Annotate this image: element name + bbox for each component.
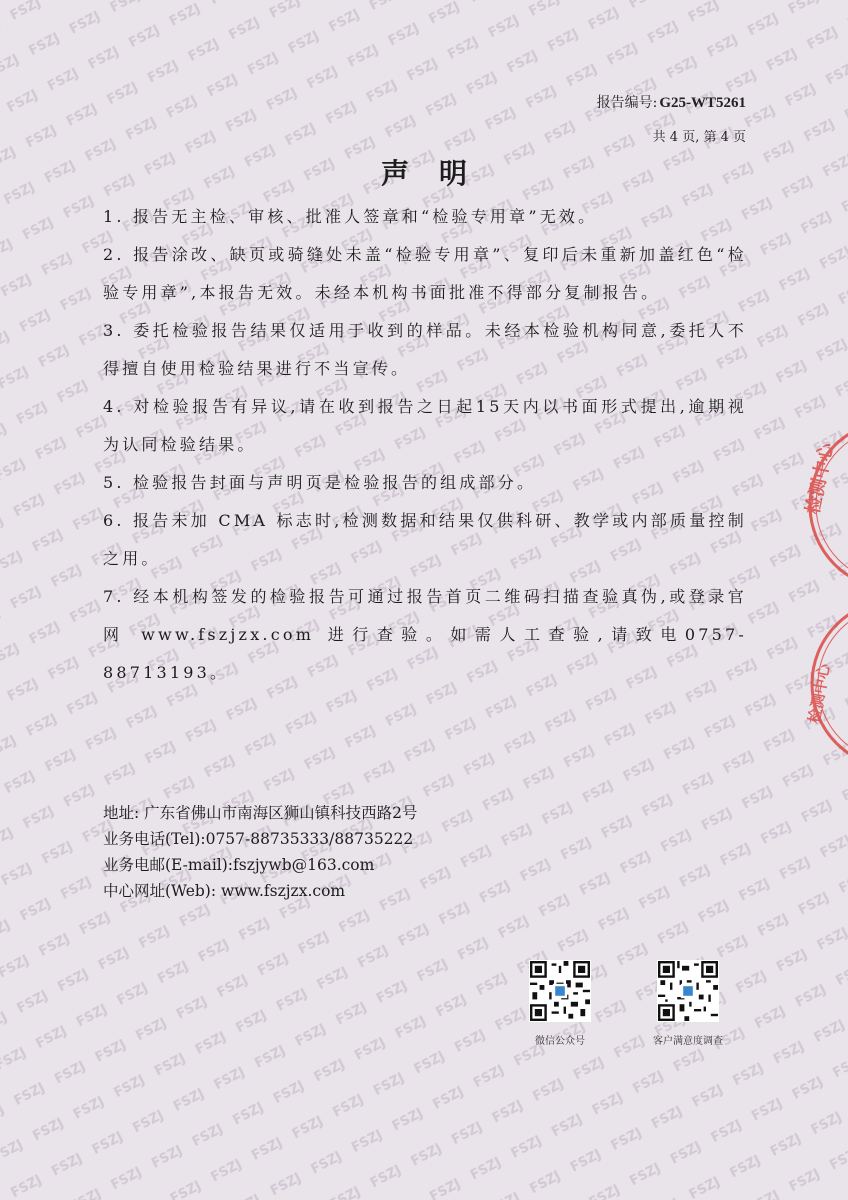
report-number-value: G25-WT5261 bbox=[659, 95, 746, 111]
page-title: 声明 bbox=[380, 157, 497, 190]
clause-4: 4. 对检验报告有异议,请在收到报告之日起15天内以书面形式提出,逾期视为认同检验结果。 bbox=[103, 397, 747, 454]
contact-web: 中心网址(Web): www.fszjzx.com bbox=[103, 882, 346, 900]
clause-3: 3. 委托检验报告结果仅适用于收到的样品。未经本检验机构同意,委托人不得擅自使用检验结果进行不当宣传。 bbox=[103, 321, 747, 378]
wechat-qr-label: 微信公众号 bbox=[535, 1036, 585, 1047]
svg-text:检测中心: 检测中心 bbox=[802, 441, 838, 517]
survey-qr-label: 客户满意度调查 bbox=[653, 1036, 723, 1047]
report-number-label: 报告编号: bbox=[596, 95, 658, 111]
declaration-clauses bbox=[103, 198, 747, 692]
contact-address: 地址: 广东省佛山市南海区狮山镇科技西路2号 bbox=[103, 804, 418, 822]
report-number bbox=[597, 92, 746, 112]
red-seal-stamp-lower bbox=[804, 604, 848, 764]
clause-6: 6. 报告未加 CMA 标志时,检测数据和结果仅供科研、教学或内部质量控制之用。 bbox=[103, 511, 747, 568]
contact-info bbox=[103, 800, 418, 904]
contact-tel: 业务电话(Tel):0757-88735333/88735222 bbox=[103, 830, 414, 848]
contact-email: 业务电邮(E-mail):fszjywb@163.com bbox=[103, 856, 375, 874]
survey-qr-block bbox=[628, 960, 748, 1047]
page-count: 共 4 页, 第 4 页 bbox=[652, 130, 746, 145]
clause-5: 5. 检验报告封面与声明页是检验报告的组成部分。 bbox=[103, 473, 537, 492]
wechat-qr-code-icon[interactable] bbox=[529, 960, 591, 1022]
clause-7: 7. 经本机构签发的检验报告可通过报告首页二维码扫描查验真伪,或登录官网 www.fszjzx.com 进行查验。如需人工查验,请致电0757-88713193。 bbox=[103, 587, 747, 682]
clause-2: 2. 报告涂改、缺页或骑缝处未盖“检验专用章”、复印后未重新加盖红色“检验专用章”,本报告无效。未经本机构书面批准不得部分复制报告。 bbox=[103, 245, 747, 302]
clause-1: 1. 报告无主检、审核、批准人签章和“检验专用章”无效。 bbox=[103, 207, 598, 226]
wechat-qr-block bbox=[500, 960, 620, 1047]
survey-qr-code-icon[interactable] bbox=[657, 960, 719, 1022]
svg-text:检测中心: 检测中心 bbox=[805, 662, 834, 725]
red-seal-stamp-upper bbox=[802, 420, 848, 590]
